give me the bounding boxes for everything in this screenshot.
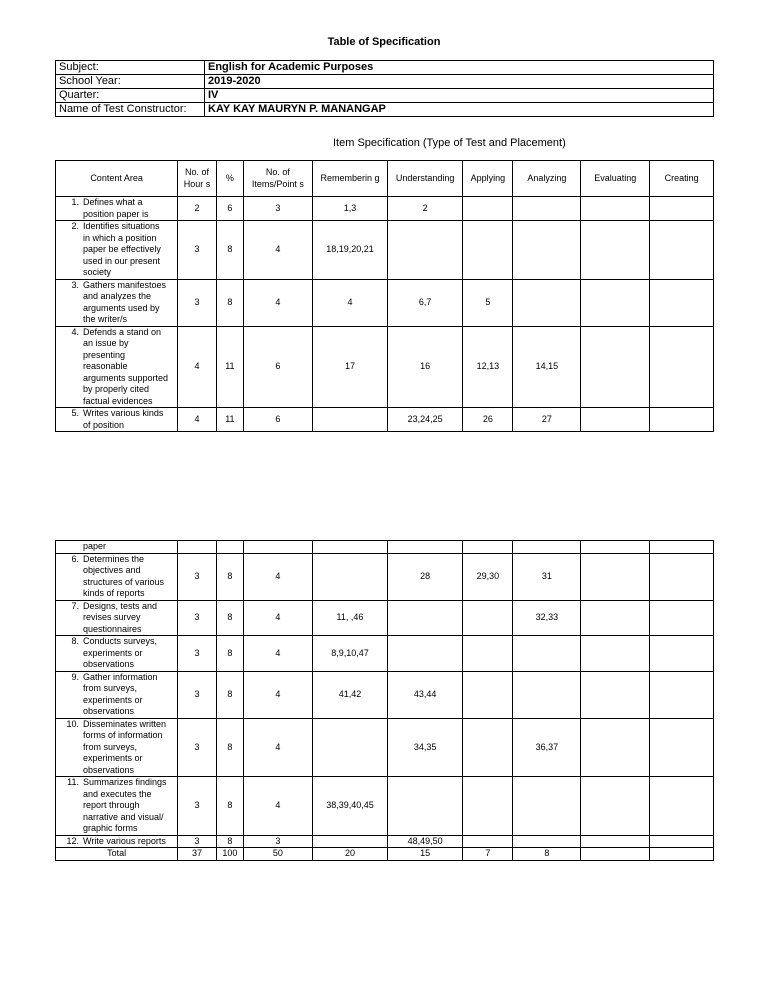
content-area-text: Conducts surveys, experiments or observations: [83, 636, 158, 669]
total-applying: 7: [463, 848, 513, 861]
understanding-cell: 16: [388, 326, 463, 408]
items-cell: 6: [243, 408, 312, 432]
total-label: Total: [56, 848, 178, 861]
items-cell: 6: [243, 326, 312, 408]
understanding-cell: [388, 636, 463, 672]
hours-cell: 3: [178, 636, 217, 672]
info-row-test-constructor: [56, 103, 714, 117]
hours-cell: 3: [178, 777, 217, 836]
items-cell: 4: [243, 553, 312, 600]
analyzing-cell: [513, 835, 581, 848]
understanding-cell: 6,7: [388, 279, 463, 326]
evaluating-cell: [581, 326, 650, 408]
applying-cell: 12,13: [463, 326, 513, 408]
percent-cell: 11: [216, 408, 243, 432]
creating-cell: [650, 636, 714, 672]
hours-cell: 3: [178, 671, 217, 718]
header-percent: %: [216, 161, 243, 197]
content-area-text: Gathers manifestoes and analyzes the arguments used by the writer/s: [83, 279, 167, 324]
understanding-cell: [388, 221, 463, 280]
content-area-number: 11.: [67, 777, 79, 787]
percent-cell: 8: [216, 279, 243, 326]
header-content-area: Content Area: [56, 161, 178, 197]
header-items: No. of Items/Point s: [243, 161, 312, 197]
evaluating-cell: [581, 600, 650, 636]
percent-cell: 8: [216, 553, 243, 600]
hours-cell: 3: [178, 553, 217, 600]
specification-table-page-1: [55, 160, 714, 432]
applying-cell: [463, 835, 513, 848]
creating-cell: [650, 408, 714, 432]
understanding-cell: 34,35: [388, 718, 463, 777]
understanding-cell: [388, 777, 463, 836]
hours-cell: 3: [178, 718, 217, 777]
understanding-cell: [388, 600, 463, 636]
items-cell: 4: [243, 600, 312, 636]
remembering-cell: 8,9,10,47: [312, 636, 387, 672]
total-remembering: 20: [312, 848, 387, 861]
content-area-cell: [56, 326, 178, 408]
table-row: [56, 671, 714, 718]
header-row: [56, 161, 714, 197]
hours-cell: 3: [178, 835, 217, 848]
evaluating-cell: [581, 408, 650, 432]
content-area-cell: [56, 221, 178, 280]
analyzing-cell: 36,37: [513, 718, 581, 777]
items-cell: 3: [243, 835, 312, 848]
content-area-cell: [56, 408, 178, 432]
content-area-cell: [56, 835, 178, 848]
header-analyzing: Analyzing: [513, 161, 581, 197]
table-row: [56, 600, 714, 636]
content-area-text: Determines the objectives and structures of various kinds of reports: [83, 553, 165, 598]
table-row: [56, 221, 714, 280]
applying-cell: [463, 777, 513, 836]
content-area-cell: [56, 671, 178, 718]
content-area-number: 7.: [71, 600, 79, 611]
percent-cell: 8: [216, 636, 243, 672]
applying-cell: 5: [463, 279, 513, 326]
remembering-cell: 41,42: [312, 671, 387, 718]
evaluating-cell: [581, 718, 650, 777]
content-area-number: 10.: [66, 718, 79, 729]
evaluating-cell: [581, 197, 650, 221]
items-cell: 4: [243, 636, 312, 672]
info-row-subject: [56, 61, 714, 75]
total-evaluating: [581, 848, 650, 861]
content-area-text: Write various reports: [83, 835, 166, 846]
table-row: [56, 636, 714, 672]
content-area-cell: [56, 718, 178, 777]
info-label: School Year:: [56, 75, 205, 89]
understanding-cell: 23,24,25: [388, 408, 463, 432]
total-hours: 37: [178, 848, 217, 861]
table-row: [56, 777, 714, 836]
content-area-cell: [56, 600, 178, 636]
percent-cell: 8: [216, 777, 243, 836]
content-area-number: 8.: [71, 636, 79, 646]
content-area-text: paper: [83, 541, 107, 551]
content-area-text: Gather information from surveys, experiments or observations: [83, 671, 158, 716]
evaluating-cell: [581, 636, 650, 672]
creating-cell: [650, 718, 714, 777]
hours-cell: 4: [178, 326, 217, 408]
header-hours: No. of Hour s: [178, 161, 217, 197]
content-area-text: Designs, tests and revises survey questionnaires: [83, 600, 158, 634]
percent-cell: 8: [216, 600, 243, 636]
hours-cell: 4: [178, 408, 217, 432]
remembering-cell: [312, 835, 387, 848]
content-area-text: Writes various kinds of position: [83, 408, 164, 430]
percent-cell: 8: [216, 671, 243, 718]
hours-cell: 3: [178, 221, 217, 280]
content-area-text: Summarizes findings and executes the report through narrative and visual/ graphic forms: [83, 777, 167, 833]
document-title: Table of Specification: [327, 36, 441, 48]
header-evaluating: Evaluating: [581, 161, 650, 197]
table-row: [56, 408, 714, 432]
items-cell: 4: [243, 279, 312, 326]
remembering-cell: [312, 408, 387, 432]
content-area-text: Defines what a position paper is: [83, 197, 149, 219]
applying-cell: [463, 197, 513, 221]
items-cell: 3: [243, 197, 312, 221]
content-area-number: 1.: [71, 197, 79, 207]
total-items: 50: [243, 848, 312, 861]
table-row: [56, 718, 714, 777]
item-specification-subtitle: Item Specification (Type of Test and Placement): [333, 137, 566, 149]
table-row-continuation: [56, 541, 714, 554]
remembering-cell: 38,39,40,45: [312, 777, 387, 836]
creating-cell: [650, 671, 714, 718]
analyzing-cell: [513, 197, 581, 221]
info-row-quarter: [56, 89, 714, 103]
info-label: Subject:: [56, 61, 205, 75]
hours-cell: 3: [178, 600, 217, 636]
percent-cell: 6: [216, 197, 243, 221]
evaluating-cell: [581, 221, 650, 280]
table-row: [56, 326, 714, 408]
items-cell: 4: [243, 718, 312, 777]
content-area-cell: [56, 636, 178, 672]
understanding-cell: 2: [388, 197, 463, 221]
items-cell: 4: [243, 221, 312, 280]
info-value: English for Academic Purposes: [205, 61, 714, 75]
creating-cell: [650, 221, 714, 280]
applying-cell: [463, 636, 513, 672]
content-area-number: 6.: [71, 553, 79, 564]
content-area-number: 9.: [71, 671, 79, 682]
table-row: [56, 197, 714, 221]
items-cell: 4: [243, 777, 312, 836]
creating-cell: [650, 777, 714, 836]
info-label: Quarter:: [56, 89, 205, 103]
info-value: KAY KAY MAURYN P. MANANGAP: [205, 103, 714, 117]
creating-cell: [650, 197, 714, 221]
remembering-cell: 4: [312, 279, 387, 326]
content-area-text: Defends a stand on an issue by presenting reasonable arguments supported by properly cited factual evidences: [83, 326, 169, 406]
analyzing-cell: [513, 221, 581, 280]
analyzing-cell: 14,15: [513, 326, 581, 408]
analyzing-cell: 31: [513, 553, 581, 600]
evaluating-cell: [581, 777, 650, 836]
evaluating-cell: [581, 279, 650, 326]
creating-cell: [650, 326, 714, 408]
analyzing-cell: 32,33: [513, 600, 581, 636]
content-area-cell: [56, 777, 178, 836]
content-area-cell: [56, 553, 178, 600]
remembering-cell: [312, 718, 387, 777]
content-area-cell: [56, 541, 178, 554]
hours-cell: 3: [178, 279, 217, 326]
applying-cell: 26: [463, 408, 513, 432]
table-row: [56, 835, 714, 848]
percent-cell: 11: [216, 326, 243, 408]
percent-cell: 8: [216, 835, 243, 848]
applying-cell: [463, 600, 513, 636]
remembering-cell: 11, ,46: [312, 600, 387, 636]
total-creating: [650, 848, 714, 861]
analyzing-cell: 27: [513, 408, 581, 432]
total-understanding: 15: [388, 848, 463, 861]
remembering-cell: 17: [312, 326, 387, 408]
specification-table-page-2: [55, 540, 714, 861]
creating-cell: [650, 279, 714, 326]
remembering-cell: [312, 553, 387, 600]
percent-cell: 8: [216, 221, 243, 280]
header-applying: Applying: [463, 161, 513, 197]
header-creating: Creating: [650, 161, 714, 197]
remembering-cell: 1,3: [312, 197, 387, 221]
creating-cell: [650, 600, 714, 636]
total-row: [56, 848, 714, 861]
content-area-number: 2.: [71, 221, 79, 231]
info-label: Name of Test Constructor:: [56, 103, 205, 117]
creating-cell: [650, 835, 714, 848]
content-area-number: 12.: [66, 835, 79, 846]
understanding-cell: 28: [388, 553, 463, 600]
percent-cell: 8: [216, 718, 243, 777]
analyzing-cell: [513, 671, 581, 718]
evaluating-cell: [581, 553, 650, 600]
creating-cell: [650, 553, 714, 600]
analyzing-cell: [513, 636, 581, 672]
analyzing-cell: [513, 777, 581, 836]
content-area-text: Disseminates written forms of information from surveys, experiments or observations: [83, 718, 167, 775]
applying-cell: 29,30: [463, 553, 513, 600]
content-area-cell: [56, 279, 178, 326]
header-remembering: Rememberin g: [312, 161, 387, 197]
info-row-school-year: [56, 75, 714, 89]
info-value: IV: [205, 89, 714, 103]
content-area-number: 4.: [71, 326, 79, 337]
info-table: [55, 60, 714, 117]
content-area-number: 3.: [71, 279, 79, 290]
understanding-cell: 48,49,50: [388, 835, 463, 848]
hours-cell: 2: [178, 197, 217, 221]
evaluating-cell: [581, 835, 650, 848]
remembering-cell: 18,19,20,21: [312, 221, 387, 280]
content-area-cell: [56, 197, 178, 221]
content-area-text: Identifies situations in which a position paper be effectively used in our present society: [83, 221, 161, 277]
applying-cell: [463, 718, 513, 777]
header-understanding: Understanding: [388, 161, 463, 197]
understanding-cell: 43,44: [388, 671, 463, 718]
table-row: [56, 553, 714, 600]
applying-cell: [463, 671, 513, 718]
table-row: [56, 279, 714, 326]
applying-cell: [463, 221, 513, 280]
total-percent: 100: [216, 848, 243, 861]
content-area-number: 5.: [71, 408, 79, 418]
analyzing-cell: [513, 279, 581, 326]
evaluating-cell: [581, 671, 650, 718]
items-cell: 4: [243, 671, 312, 718]
total-analyzing: 8: [513, 848, 581, 861]
info-value: 2019-2020: [205, 75, 714, 89]
